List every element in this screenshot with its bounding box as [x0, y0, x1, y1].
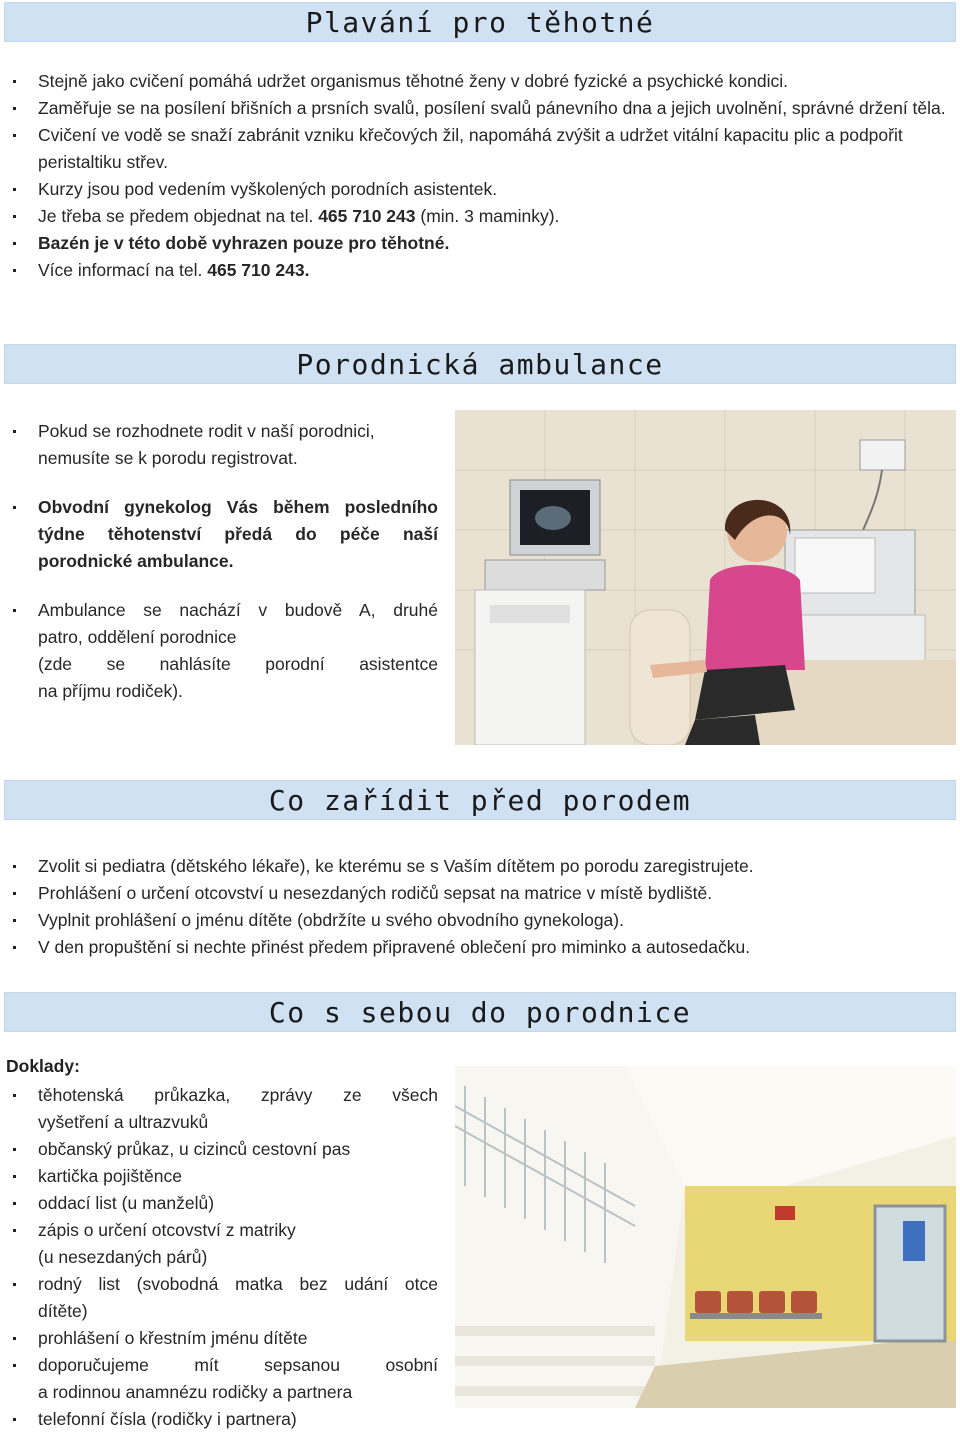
list-item: občanský průkaz, u cizinců cestovní pas: [4, 1136, 438, 1163]
section-header-ambulance: [4, 344, 956, 384]
documents-heading: Doklady:: [6, 1056, 80, 1076]
list-item: kartička pojištěnce: [4, 1163, 438, 1190]
section-header-prepare: [4, 780, 956, 820]
list-item: Stejně jako cvičení pomáhá udržet organismus těhotné ženy v dobré fyzické a psychické kondici.: [4, 68, 960, 95]
item-line: a rodinnou anamnézu rodičky a partnera: [38, 1382, 353, 1402]
list-item: Kurzy jsou pod vedením vyškolených porodních asistentek.: [4, 176, 960, 203]
info-text: Více informací na tel.: [38, 260, 208, 280]
list-item: Zaměřuje se na posílení břišních a prsních svalů, posílení svalů pánevního dna a jejich uvolnění, správné držení těla.: [4, 95, 960, 122]
list-item: Cvičení ve vodě se snaží zabránit vzniku křečových žil, napomáhá zvýšit a udržet vitální kapacitu plic a podpořit peristaltiku střev.: [4, 122, 960, 176]
ambulance-line: Ambulance se nachází v budově A, druhé: [38, 600, 438, 620]
prepare-list: [4, 853, 960, 961]
phone-number: 465 710 243: [318, 206, 416, 226]
section-title: Co s sebou do porodnice: [268, 995, 692, 1029]
section-title: Porodnická ambulance: [296, 347, 664, 381]
list-item: Pokud se rozhodnete rodit v naší porodnici, nemusíte se k porodu registrovat.: [4, 418, 438, 472]
item-line: vyšetření a ultrazvuků: [38, 1112, 209, 1132]
ambulance-line: patro, oddělení porodnice: [38, 627, 237, 647]
ambulance-list: [4, 418, 438, 705]
list-item: [4, 1217, 438, 1271]
item-line: zápis o určení otcovství z matriky: [38, 1220, 296, 1240]
list-item: prohlášení o křestním jménu dítěte: [4, 1325, 438, 1352]
ambulance-line: (zde se nahlásíte porodní asistentce: [38, 654, 438, 674]
item-line: dítěte): [38, 1301, 88, 1321]
ambulance-line: na příjmu rodiček).: [38, 681, 183, 701]
ultrasound-photo-illustration: [455, 410, 956, 745]
list-item: [4, 203, 960, 230]
hallway-photo-illustration: [455, 1066, 956, 1408]
list-item: [4, 1082, 438, 1136]
phone-number: 465 710 243.: [207, 260, 310, 280]
list-item: V den propuštění si nechte přinést předem připravené oblečení pro miminko a autosedačku.: [4, 934, 960, 961]
list-item: [4, 257, 960, 284]
hallway-photo: [455, 1066, 956, 1408]
list-item: Zvolit si pediatra (dětského lékaře), ke kterému se s Vaším dítětem po porodu zaregistrujete.: [4, 853, 960, 880]
section-title: Co zařídit před porodem: [268, 783, 692, 817]
list-item: Prohlášení o určení otcovství u nesezdaných rodičů sepsat na matrice v místě bydliště.: [4, 880, 960, 907]
list-item: [4, 597, 438, 705]
order-text: Je třeba se předem objednat na tel.: [38, 206, 319, 226]
item-line: doporučujeme mít sepsanou osobní: [38, 1355, 438, 1375]
item-line: rodný list (svobodná matka bez udání otce: [38, 1274, 438, 1294]
list-item: Bazén je v této době vyhrazen pouze pro těhotné.: [4, 230, 960, 257]
section-header-swimming: [4, 2, 956, 42]
order-suffix: (min. 3 maminky).: [415, 206, 560, 226]
list-item: Obvodní gynekolog Vás během posledního týdne těhotenství předá do péče naší porodnické ambulance.: [4, 494, 438, 575]
list-item: Vyplnit prohlášení o jménu dítěte (obdržíte u svého obvodního gynekologa).: [4, 907, 960, 934]
list-item: telefonní čísla (rodičky i partnera): [4, 1406, 438, 1432]
section-title: Plavání pro těhotné: [305, 5, 655, 39]
item-line: (u nesezdaných párů): [38, 1247, 208, 1267]
section-header-bring: [4, 992, 956, 1032]
bring-list: [4, 1082, 438, 1432]
list-item: oddací list (u manželů): [4, 1190, 438, 1217]
list-item: [4, 1352, 438, 1406]
list-item: [4, 1271, 438, 1325]
item-line: těhotenská průkazka, zprávy ze všech: [38, 1085, 438, 1105]
swimming-list: [4, 68, 960, 284]
ultrasound-photo: [455, 410, 956, 745]
